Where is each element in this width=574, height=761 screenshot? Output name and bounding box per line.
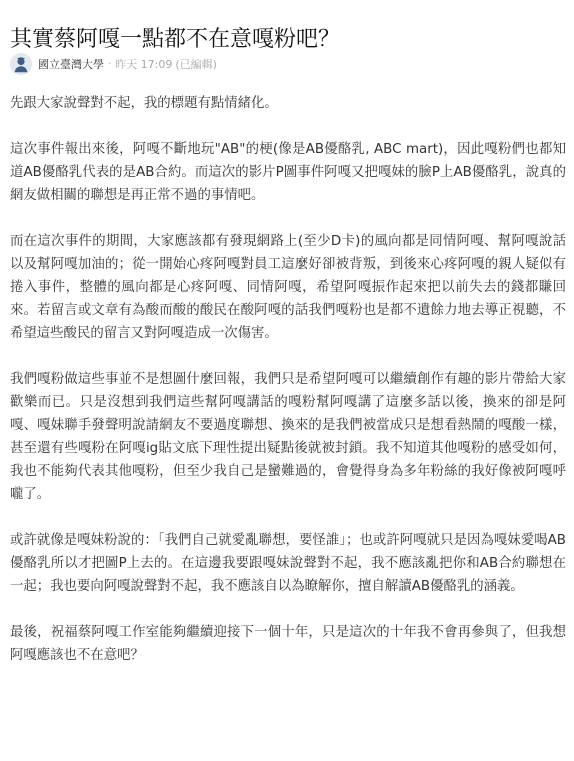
paragraph-1: 先跟大家說聲對不起，我的標題有點情緒化。 [10,96,278,111]
post-content [10,92,566,690]
user-avatar-icon[interactable] [10,53,32,75]
author-school[interactable]: 國立臺灣大學 [38,58,104,71]
post-meta [10,52,217,76]
paragraph-4: 我們嘎粉做這些事並不是想圖什麼回報，我們只是希望阿嘎可以繼續創作有趣的影片帶給大家歡樂而已。只是沒想到我們這些幫阿嘎講話的嘎粉幫阿嘎講了這麼多話以後，換來的卻是阿嘎、嘎妹聯手發聲明說請網友不要過度聯想、換來的是我們被當成只是想看熱鬧的嘎酸一樣，甚至還有些嘎粉在阿嘎ig貼文底下理性提出疑點後就被封鎖。我不知道其他嘎粉的感受如何，我也不能夠代表其他嘎粉，但至少我自己是蠻難過的，會覺得身為多年粉絲的我好像被阿嘎呼嚨了。 [10,372,566,502]
meta-separator: · [108,58,112,70]
edited-label: (已編輯) [175,58,217,71]
post-time: 昨天 17:09 [115,58,173,71]
paragraph-2: 這次事件報出來後，阿嘎不斷地玩"AB"的梗(像是AB優酪乳, ABC mart)，因此嘎粉們也都知道AB優酪乳代表的是AB合約。而這次的影片P圖事件阿嘎又把嘎妹的臉P上AB優酪乳，說真的網友做相關的聯想是再正常不過的事情吧。 [10,142,566,203]
paragraph-3: 而在這次事件的期間，大家應該都有發現網路上(至少D卡)的風向都是同情阿嘎、幫阿嘎說話以及幫阿嘎加油的；從一開始心疼阿嘎對員工這麼好卻被背叛，到後來心疼阿嘎的親人疑似有捲入事件，整體的風向都是心疼阿嘎、同情阿嘎，希望阿嘎振作起來把以前失去的錢都賺回來。若留言或文章有為酸而酸的酸民在酸阿嘎的話我們嘎粉也是都不遺餘力地去導正視聽，不希望這些酸民的留言又對阿嘎造成一次傷害。 [10,234,566,341]
paragraph-5: 或許就像是嘎妹粉說的：「我們自己就愛亂聯想，要怪誰」；也或許阿嘎就只是因為嘎妹愛喝AB優酪乳所以才把圖P上去的。在這邊我要跟嘎妹說聲對不起，我不應該亂把你和AB合約聯想在一起；我也要向阿嘎說聲對不起，我不應該自以為瞭解你，擅自解讀AB優酪乳的涵義。 [10,533,566,594]
paragraph-6: 最後，祝福蔡阿嘎工作室能夠繼續迎接下一個十年，只是這次的十年我不會再參與了，但我想阿嘎應該也不在意吧？ [10,625,566,663]
post-title: 其實蔡阿嘎一點都不在意嘎粉吧？ [10,26,341,52]
